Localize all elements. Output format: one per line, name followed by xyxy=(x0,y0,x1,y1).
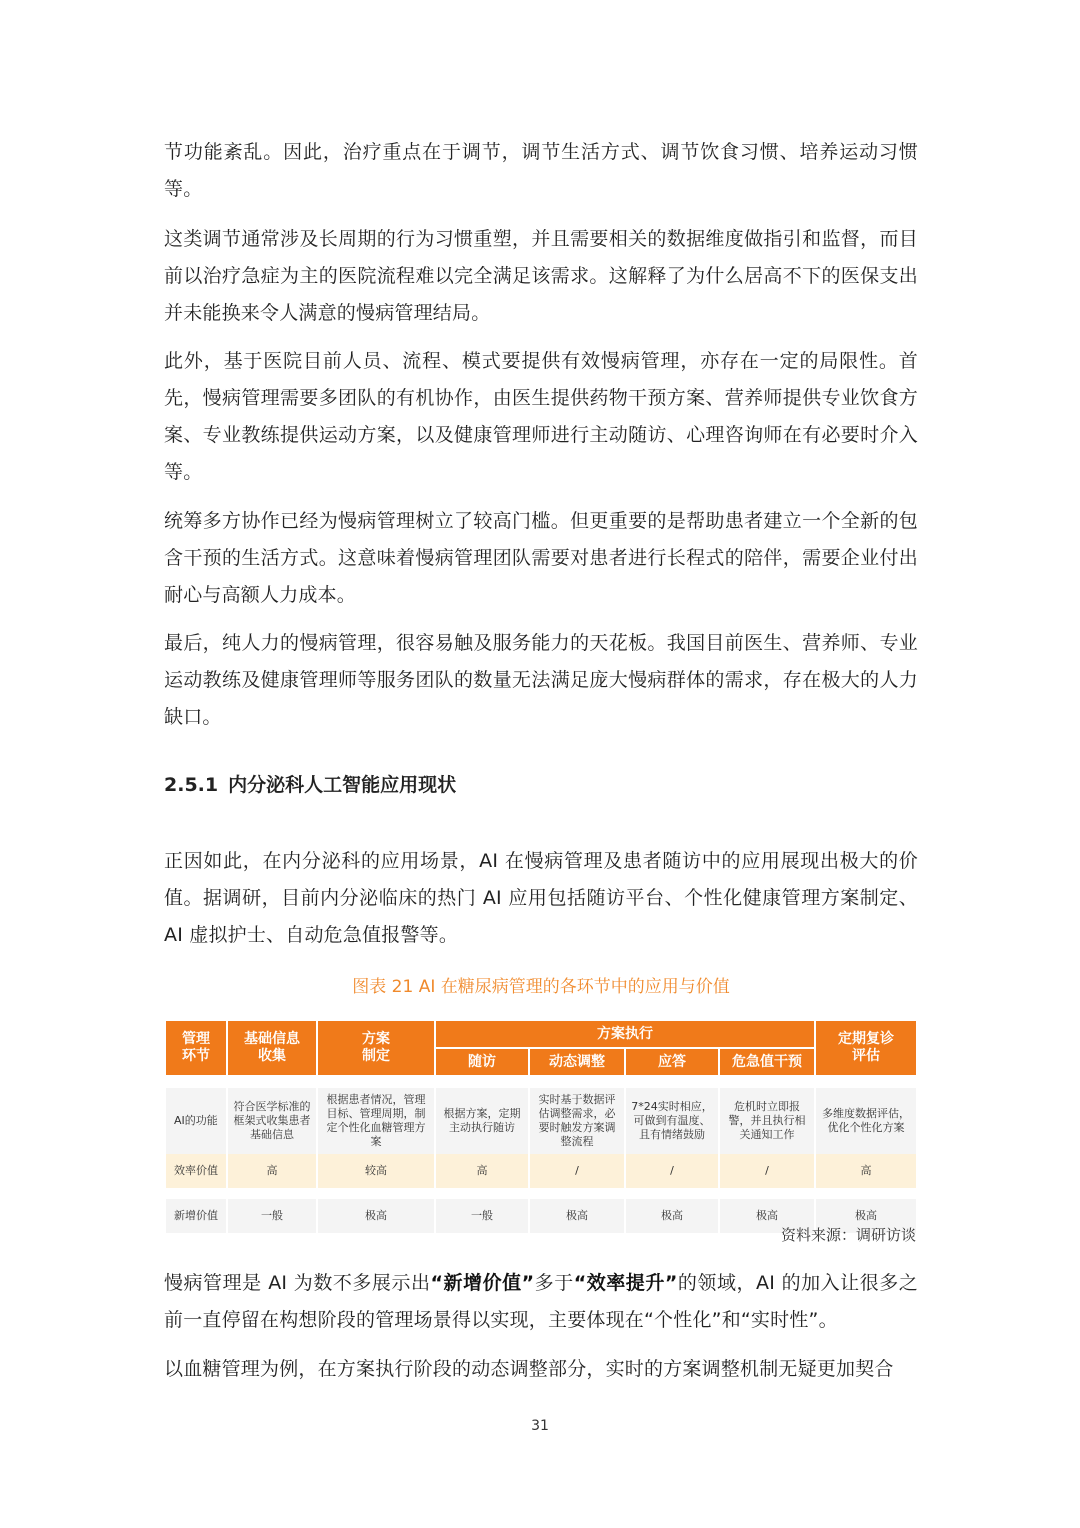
emphasis-new-value: “新增价值” xyxy=(430,1272,535,1294)
table-cell: 根据患者情况，管理目标、管理周期，制定个性化血糖管理方案 xyxy=(317,1088,435,1154)
header-plan-execution: 方案执行 xyxy=(435,1020,815,1048)
paragraph-closing-2: 以血糖管理为例，在方案执行阶段的动态调整部分，实时的方案调整机制无疑更加契合 xyxy=(164,1358,894,1380)
paragraph-4: 统筹多方协作已经为慢病管理树立了较高门槛。但更重要的是帮助患者建立一个全新的包含干预的生活方式。这意味着慢病管理团队需要对患者进行长程式的陪伴，需要企业付出耐心与高额人力成本。 xyxy=(164,510,918,606)
table-cell: 极高 xyxy=(719,1199,815,1233)
table-cell: 符合医学标准的框架式收集患者基础信息 xyxy=(227,1088,317,1154)
section-heading xyxy=(164,770,456,797)
table-cell: 多维度数据评估，优化个性化方案 xyxy=(815,1088,917,1154)
header-followup-eval: 定期复诊 评估 xyxy=(815,1020,917,1076)
table-cell: / xyxy=(625,1154,719,1188)
figure-caption: 图表 21 AI 在糖尿病管理的各环节中的应用与价值 xyxy=(352,977,730,997)
figure-source: 资料来源：调研访谈 xyxy=(780,1226,916,1244)
paragraph-1: 节功能紊乱。因此，治疗重点在于调节，调节生活方式、调节饮食习惯、培养运动习惯等。 xyxy=(164,141,918,200)
table-cell: 较高 xyxy=(317,1154,435,1188)
row-label: AI的功能 xyxy=(165,1088,227,1154)
table-cell: 危机时立即报警，并且执行相关通知工作 xyxy=(719,1088,815,1154)
table-cell: 一般 xyxy=(435,1199,529,1233)
emphasis-efficiency: “效率提升” xyxy=(573,1272,678,1294)
header-sub-dynamic-adjust: 动态调整 xyxy=(529,1048,625,1076)
table-cell: 实时基于数据评估调整需求，必要时触发方案调整流程 xyxy=(529,1088,625,1154)
table-cell: 极高 xyxy=(529,1199,625,1233)
text-run: 多于 xyxy=(534,1272,574,1294)
paragraph-5: 最后，纯人力的慢病管理，很容易触及服务能力的天花板。我国目前医生、营养师、专业运动教练及健康管理师等服务团队的数量无法满足庞大慢病群体的需求，存在极大的人力缺口。 xyxy=(164,632,918,728)
table-cell: 极高 xyxy=(317,1199,435,1233)
header-plan-design: 方案 制定 xyxy=(317,1020,435,1076)
header-basic-info: 基础信息 收集 xyxy=(227,1020,317,1076)
header-sub-critical-intervention: 危急值干预 xyxy=(719,1048,815,1076)
table-cell: 7*24实时相应，可做到有温度、且有情绪鼓励 xyxy=(625,1088,719,1154)
text-run: 慢病管理是 AI 为数不多展示出 xyxy=(164,1272,431,1294)
table-cell: 极高 xyxy=(815,1199,917,1233)
table-cell: 高 xyxy=(227,1154,317,1188)
table-cell: 极高 xyxy=(625,1199,719,1233)
section-number: 2.5.1 xyxy=(164,774,219,796)
paragraph-3: 此外，基于医院目前人员、流程、模式要提供有效慢病管理，亦存在一定的局限性。首先，慢病管理需要多团队的有机协作，由医生提供药物干预方案、营养师提供专业饮食方案、专业教练提供运动方案，以及健康管理师进行主动随访、心理咨询师在有必要时介入等。 xyxy=(164,350,918,483)
table-cell: 一般 xyxy=(227,1199,317,1233)
paragraph-2: 这类调节通常涉及长周期的行为习惯重塑，并且需要相关的数据维度做指引和监督，而目前以治疗急症为主的医院流程难以完全满足该需求。这解释了为什么居高不下的医保支出并未能换来令人满意的慢病管理结局。 xyxy=(164,228,918,324)
ai-application-table xyxy=(164,1019,918,1233)
header-management-stage: 管理 环节 xyxy=(165,1020,227,1076)
row-label: 效率价值 xyxy=(165,1154,227,1188)
table-cell: 高 xyxy=(815,1154,917,1188)
table-cell: 高 xyxy=(435,1154,529,1188)
row-label: 新增价值 xyxy=(165,1199,227,1233)
table-cell: / xyxy=(529,1154,625,1188)
page-number: 31 xyxy=(531,1418,549,1434)
paragraph-closing-1 xyxy=(164,1265,918,1339)
paragraph-intro: 正因如此，在内分泌科的应用场景，AI 在慢病管理及患者随访中的应用展现出极大的价值。据调研，目前内分泌临床的热门 AI 应用包括随访平台、个性化健康管理方案制定、AI 虚拟护士、自动危急值报警等。 xyxy=(164,850,918,946)
table-row xyxy=(165,1154,917,1188)
table-cell: 根据方案，定期主动执行随访 xyxy=(435,1088,529,1154)
header-sub-response: 应答 xyxy=(625,1048,719,1076)
text-run: 的领域，AI 的加入让很多之前一直停留在构想阶段的管理场景得以实现，主要体现在“个性化”和“实时性”。 xyxy=(164,1272,918,1331)
table-row xyxy=(165,1088,917,1154)
section-title: 内分泌科人工智能应用现状 xyxy=(228,774,457,796)
table-cell: / xyxy=(719,1154,815,1188)
header-sub-followup: 随访 xyxy=(435,1048,529,1076)
